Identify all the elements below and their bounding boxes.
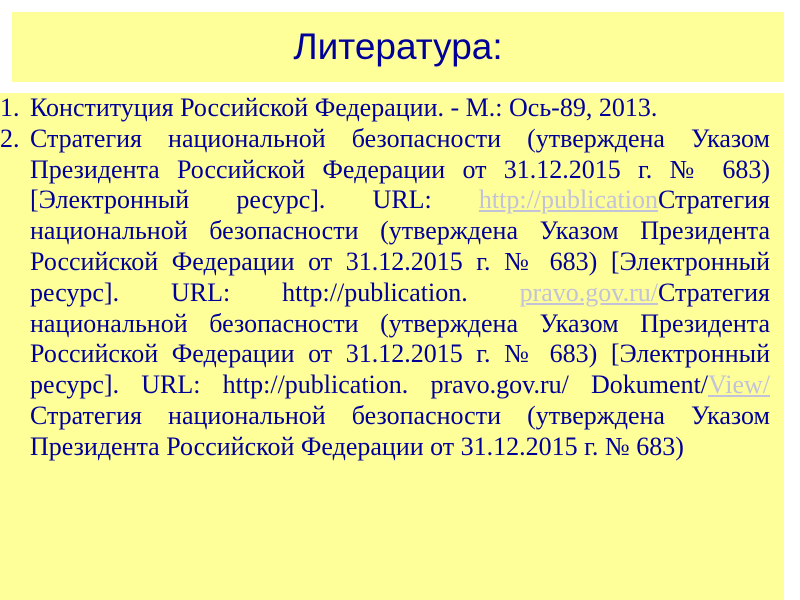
reference-number: 1. xyxy=(0,93,20,122)
reference-item xyxy=(0,93,784,124)
references-list xyxy=(0,93,784,463)
reference-text-segment: Стратегия национальной безопасности (утверждена Указом Президента Российской Федерации от 31.12.2015 г. № 683) [Электронный ресурс]. URL: http://publication. pravo.gov.ru/ Dokument/ xyxy=(30,277,770,400)
reference-link[interactable]: http://publication xyxy=(478,185,658,215)
slide-title: Литература: xyxy=(293,26,503,67)
reference-text-segment: Стратегия национальной безопасности (утверждена Указом Президента Российской Федерации от 31.12.2015 г. № 683) [Электронный ресурс]. URL: xyxy=(30,123,770,215)
reference-item xyxy=(0,124,784,463)
title-box xyxy=(12,12,784,82)
reference-text xyxy=(30,93,657,122)
reference-text xyxy=(30,124,770,461)
reference-text-segment: Стратегия национальной безопасности (утверждена Указом Президента Российской Федерации от 31.12.2015 г. № 683) xyxy=(30,400,770,461)
reference-text-segment: Стратегия национальной безопасности (утверждена Указом Президента Российской Федерации от 31.12.2015 г. № 683) [Электронный ресурс]. URL: http://publication. xyxy=(30,185,770,307)
reference-number: 2. xyxy=(0,123,20,153)
references-box xyxy=(0,93,784,600)
reference-link[interactable]: pravo.gov.ru/ xyxy=(519,277,658,307)
reference-link[interactable]: View/ xyxy=(708,370,770,400)
reference-text-segment: Конституция Российской Федерации. - М.: Ось-89, 2013. xyxy=(30,93,658,122)
